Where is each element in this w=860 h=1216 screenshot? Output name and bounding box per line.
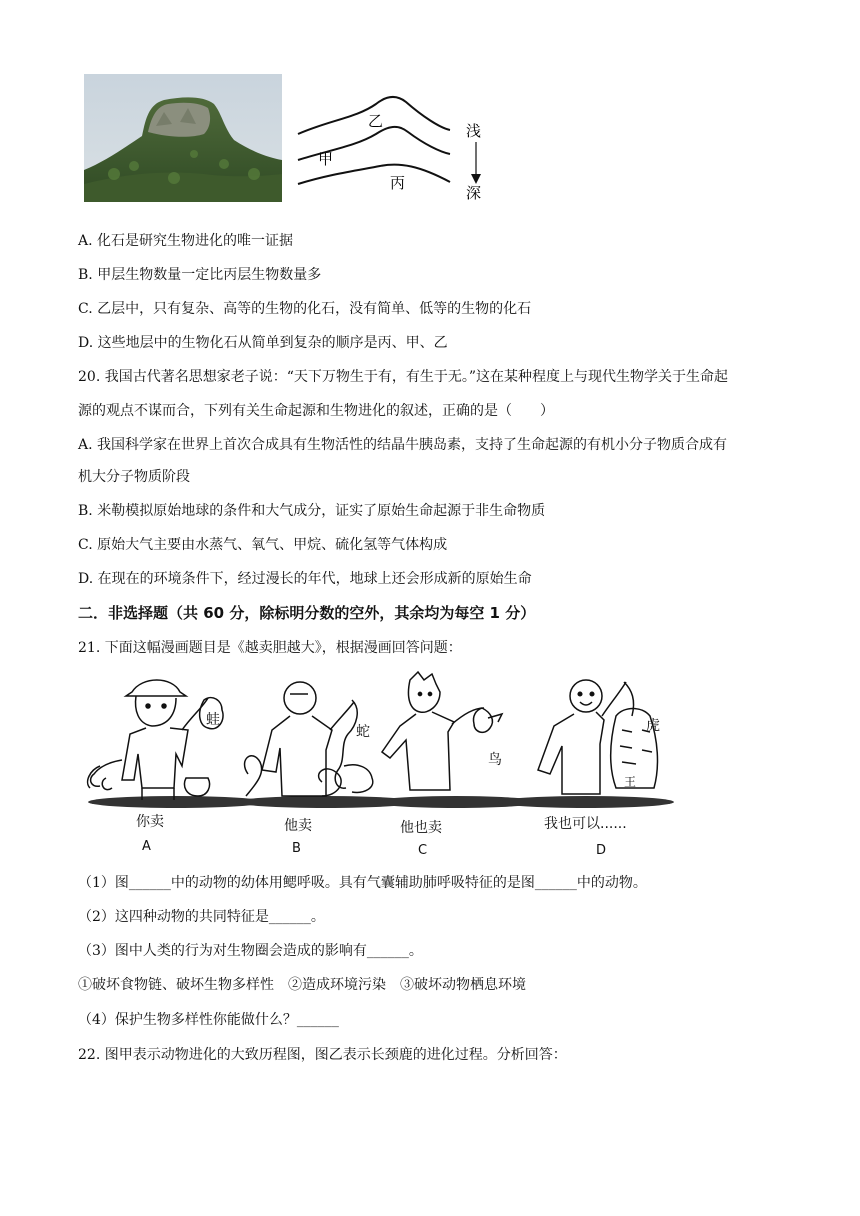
q21-part1: （1）图______中的动物的幼体用鳃呼吸。具有气囊辅助肺呼吸特征的是图______中的动物。	[78, 875, 647, 891]
panel-letter-d: D	[596, 843, 607, 858]
label-jia: 甲	[318, 150, 334, 168]
label-bird: 鸟	[488, 752, 502, 768]
label-tiger: 虎	[646, 718, 660, 734]
q20-option-c: C. 原始大气主要由水蒸气、氧气、甲烷、硫化氢等气体构成	[78, 537, 448, 553]
section-heading: 二．非选择题（共 60 分，除标明分数的空外，其余均为每空 1 分）	[78, 604, 536, 622]
caption-c: 他也卖	[400, 820, 442, 836]
q19-option-d: D. 这些地层中的生物化石从简单到复杂的顺序是丙、甲、乙	[78, 335, 448, 351]
q21-part3: （3）图中人类的行为对生物圈会造成的影响有______。	[78, 943, 423, 959]
q21-stem: 21. 下面这幅漫画题目是《越卖胆越大》，根据漫画回答问题：	[78, 640, 462, 656]
q20-option-a-line2: 机大分子物质阶段	[78, 469, 190, 485]
label-yi: 乙	[368, 112, 384, 130]
q21-part3-options: ①破坏食物链、破坏生物多样性 ②造成环境污染 ③破坏动物栖息环境	[78, 977, 526, 993]
cartoon-illustration	[76, 670, 676, 860]
label-deep: 深	[466, 184, 482, 202]
label-king: 王	[624, 775, 637, 789]
q19-option-a: A. 化石是研究生物进化的唯一证据	[78, 233, 294, 249]
panel-d-figure	[538, 680, 657, 794]
q20-option-d: D. 在现在的环境条件下，经过漫长的年代，地球上还会形成新的原始生命	[78, 571, 532, 587]
label-shallow: 浅	[466, 122, 482, 140]
panel-letter-b: B	[292, 841, 301, 856]
strata-diagram	[290, 74, 500, 204]
panel-letter-c: C	[418, 843, 428, 858]
panel-letter-a: A	[142, 839, 151, 854]
caption-a: 你卖	[136, 814, 164, 830]
q21-part2: （2）这四种动物的共同特征是______。	[78, 909, 325, 925]
q22-stem: 22. 图甲表示动物进化的大致历程图，图乙表示长颈鹿的进化过程。分析回答：	[78, 1047, 567, 1063]
q19-option-b: B. 甲层生物数量一定比丙层生物数量多	[78, 267, 322, 283]
q20-option-b: B. 米勒模拟原始地球的条件和大气成分，证实了原始生命起源于非生命物质	[78, 503, 546, 519]
caption-b: 他卖	[284, 818, 312, 834]
mountain-photo	[84, 74, 282, 202]
panel-c-figure	[382, 672, 502, 790]
label-snake: 蛇	[356, 724, 370, 740]
q20-option-a-line1: A. 我国科学家在世界上首次合成具有生物活性的结晶牛胰岛素，支持了生命起源的有机小分子物质合成有	[78, 437, 728, 453]
q20-stem-line1: 20. 我国古代著名思想家老子说：“天下万物生于有，有生于无。”这在某种程度上与现代生物学关于生命起	[78, 369, 729, 385]
q19-option-c: C. 乙层中，只有复杂、高等的生物的化石，没有简单、低等的生物的化石	[78, 301, 532, 317]
label-frog: 蛙	[206, 712, 220, 728]
q20-stem-line2: 源的观点不谋而合，下列有关生命起源和生物进化的叙述，正确的是（ ）	[78, 403, 554, 419]
caption-d: 我也可以......	[544, 816, 627, 832]
down-arrow-icon	[471, 174, 481, 184]
q21-part4: （4）保护生物多样性你能做什么？______	[78, 1012, 339, 1028]
panel-a-figure	[88, 680, 223, 800]
label-bing: 丙	[390, 174, 406, 192]
panel-b-figure	[245, 682, 373, 796]
